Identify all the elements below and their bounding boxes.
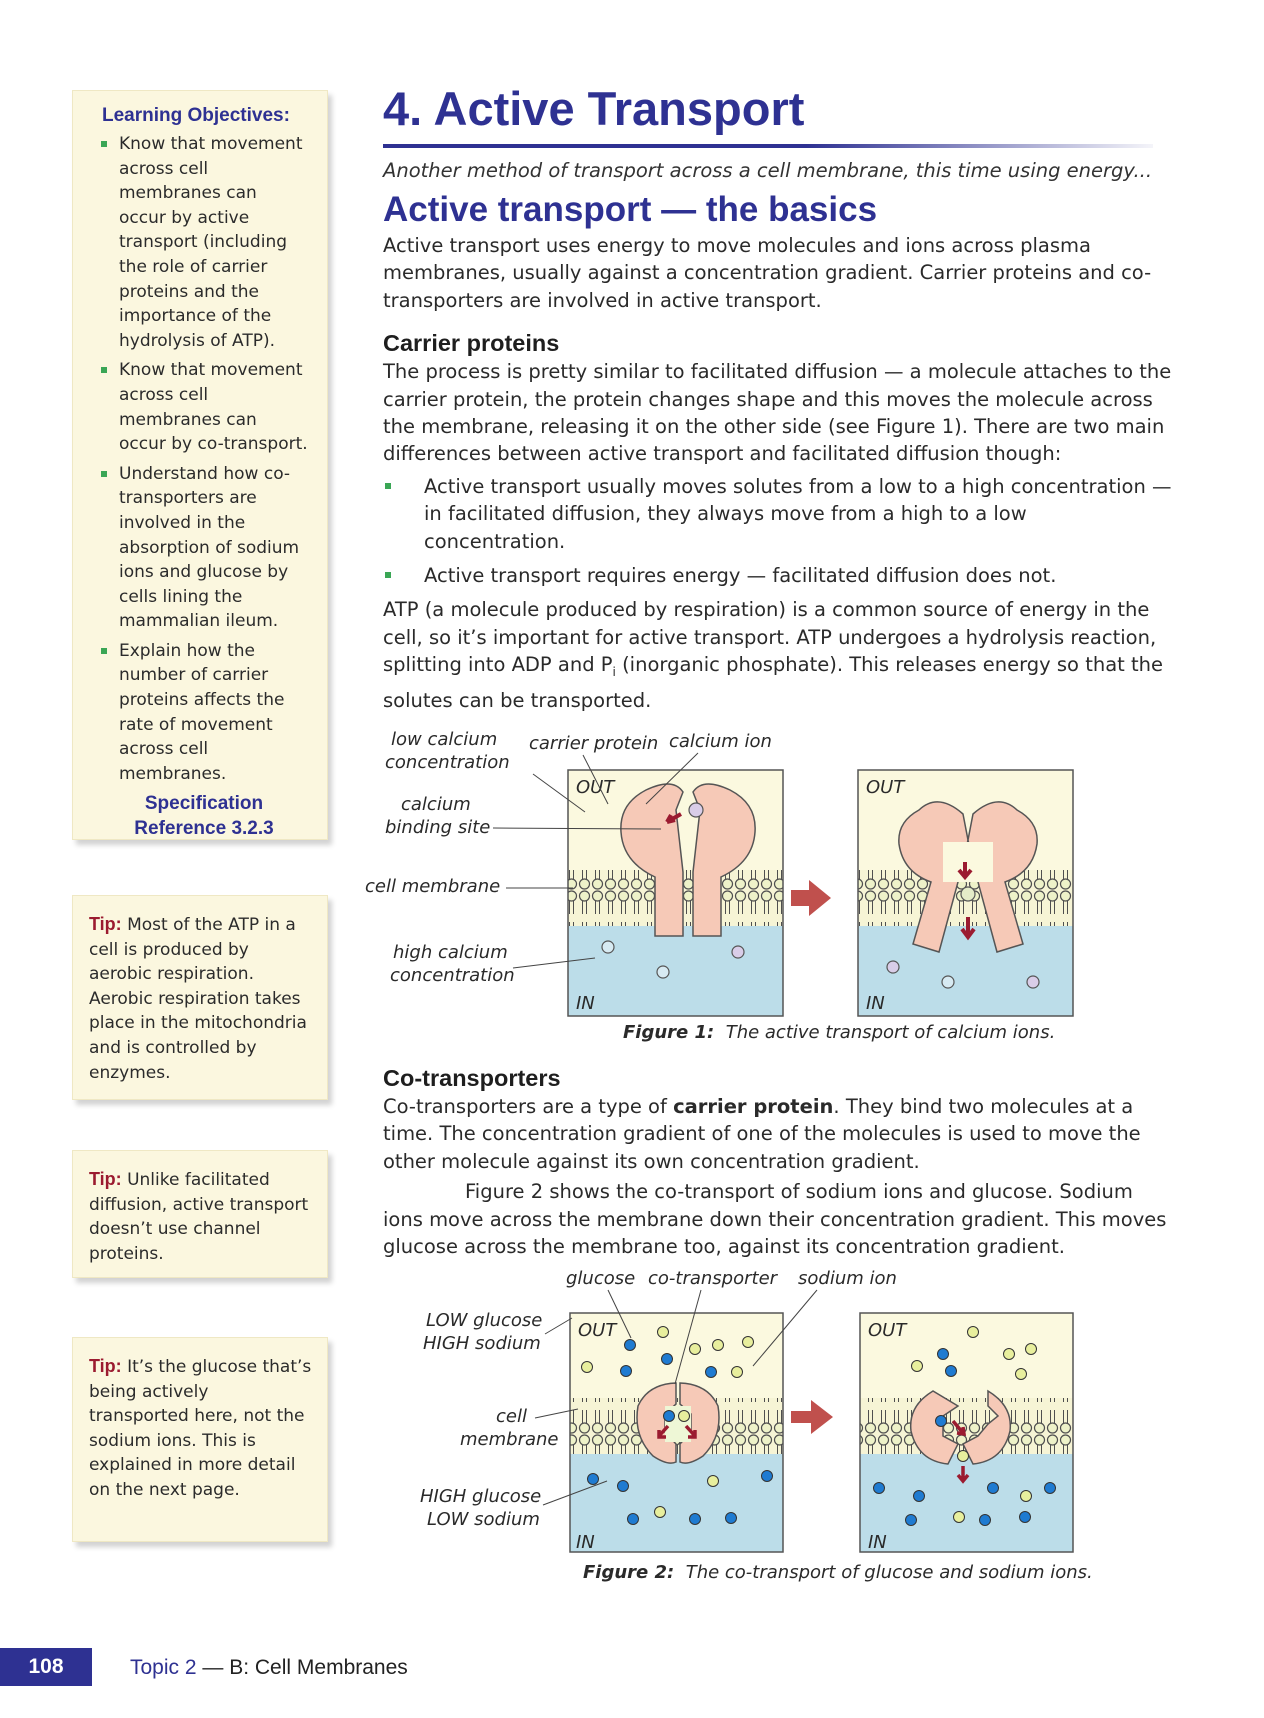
out-label: OUT — [866, 777, 905, 798]
figure-2-caption-label: Figure 2: — [583, 1562, 675, 1583]
cotrans-text-b: . They bind two molecules at a time. The concentration gradient of one of the molecules is used to move the other molecule against its own concentration gradient. — [383, 1094, 1141, 1173]
figure-2-panel-before — [570, 1313, 783, 1553]
tip-text: It’s the glucose that’s being actively transported here, not the sodium ions. This is explained in more detail on the next page. — [89, 1357, 312, 1500]
page-title: 4. Active Transport — [383, 82, 805, 135]
carrier-proteins-paragraph: The process is pretty similar to facilitated diffusion — a molecule attaches to the carrier protein, the protein changes shape and this moves the molecule across the membrane, releasing it on the other side (see Figure 1). There are two main differences between active transport and facilitated diffusion though: — [383, 360, 1172, 466]
objective-item: Understand how co-transporters are involved in the absorption of sodium ions and glucose by cells lining the mammalian ileum. — [99, 462, 309, 634]
footer-section-name: — B: Cell Membranes — [196, 1656, 408, 1679]
objective-item: Know that movement across cell membranes can occur by active transport (including the role of carrier proteins and the importance of the hydrolysis of ATP). — [99, 132, 309, 353]
tip-box-atp — [72, 895, 328, 1100]
figure-2 — [383, 1266, 1173, 1586]
atp-subscript: i — [612, 665, 616, 680]
label-high-concentration: concentration — [390, 965, 515, 986]
tip-label: Tip: — [89, 1169, 122, 1189]
co-transporters-paragraph-1 — [383, 1093, 1173, 1175]
in-label: IN — [576, 1532, 595, 1553]
atp-paragraph — [383, 596, 1173, 714]
label-low-glucose: LOW glucose — [426, 1310, 543, 1331]
label-cell: cell — [496, 1406, 527, 1427]
label-concentration: concentration — [385, 752, 510, 773]
tip-text: Unlike facilitated diffusion, active transport doesn’t use channel proteins. — [89, 1170, 309, 1264]
figure-2-caption — [583, 1562, 1093, 1583]
label-cell-membrane: cell membrane — [365, 876, 501, 897]
differences-list — [383, 473, 1173, 590]
tip-box-channel-proteins — [72, 1150, 328, 1278]
figure-2-panel-after — [860, 1313, 1073, 1553]
label-high-calcium: high calcium — [393, 942, 508, 963]
figure-1-panel-after — [858, 770, 1073, 1016]
figure-1-caption-label: Figure 1: — [623, 1022, 715, 1043]
figure-2-diagram — [383, 1266, 1173, 1566]
difference-item: Active transport requires energy — facilitated diffusion does not. — [383, 562, 1173, 589]
label-binding-site: binding site — [385, 817, 491, 838]
label-sodium-ion: sodium ion — [798, 1268, 897, 1289]
tip-label: Tip: — [89, 1356, 122, 1376]
label-carrier-protein: carrier protein — [529, 733, 659, 754]
main-content — [383, 80, 1173, 1260]
footer-topic — [130, 1656, 408, 1680]
in-label: IN — [576, 993, 595, 1014]
learning-objectives-list — [99, 132, 309, 786]
difference-item: Active transport usually moves solutes from a low to a high concentration — in facilitated diffusion, they always move from a high to a low concentration. — [383, 473, 1173, 555]
figure-1 — [365, 722, 1173, 1044]
calcium-ion — [689, 803, 703, 817]
label-calcium: calcium — [401, 794, 471, 815]
arrow-shape — [791, 880, 831, 916]
in-label: IN — [866, 993, 885, 1014]
label-low-calcium: low calcium — [391, 729, 498, 750]
objective-item: Explain how the number of carrier proteins affects the rate of movement across cell membranes. — [99, 639, 309, 787]
co-transporters-paragraph-2: Figure 2 shows the co-transport of sodium ions and glucose. Sodium ions move across the membrane down their concentration gradient. This moves glucose across the membrane too, against its concentration gradient. — [383, 1180, 1167, 1259]
spec-line-1: Specification — [144, 793, 264, 815]
specification-reference — [99, 791, 309, 841]
footer-topic-name: Topic 2 — [130, 1656, 197, 1679]
label-membrane: membrane — [460, 1429, 559, 1450]
section-heading-basics: Active transport — the basics — [383, 190, 878, 229]
out-label: OUT — [868, 1320, 907, 1341]
co-transporters-heading: Co-transporters — [383, 1064, 561, 1091]
learning-objectives-title: Learning Objectives: — [102, 105, 290, 126]
tip-label: Tip: — [89, 914, 122, 934]
figure-1-panel-before — [568, 770, 783, 1016]
learning-objectives-box — [72, 90, 328, 840]
atp-text-a: ATP (a molecule produced by respiration) is a common source of energy in the cell, so it’s important for active transport. ATP undergoes a hydrolysis reaction, splitting into ADP and P — [383, 598, 1157, 677]
figure-1-diagram — [365, 722, 1173, 1022]
atp-text-b: (inorganic phosphate). This releases energy so that the solutes can be transported. — [383, 653, 1163, 712]
carrier-proteins-heading: Carrier proteins — [383, 330, 560, 357]
cotrans-bold: carrier protein — [673, 1094, 834, 1118]
in-label: IN — [868, 1532, 887, 1553]
figure-2-caption-text: The co-transport of glucose and sodium ions. — [685, 1562, 1093, 1583]
out-label: OUT — [578, 1320, 617, 1341]
intro-paragraph: Active transport uses energy to move molecules and ions across plasma membranes, usually against a concentration gradient. Carrier proteins and co-transporters are involved in active transport. — [383, 234, 1152, 312]
page-number: 108 — [0, 1648, 92, 1686]
label-co-transporter: co-transporter — [648, 1268, 778, 1289]
arrow-shape — [791, 1400, 833, 1434]
cotrans-text-a: Co-transporters are a type of — [383, 1094, 674, 1118]
title-rule — [383, 144, 1153, 148]
figure-1-caption — [623, 1022, 1055, 1043]
tip-text: Most of the ATP in a cell is produced by aerobic respiration. Aerobic respiration takes place in the mitochondria and is controlled by enzymes. — [89, 915, 307, 1083]
label-low-sodium: LOW sodium — [427, 1509, 540, 1530]
label-high-glucose: HIGH glucose — [420, 1486, 542, 1507]
tip-box-glucose — [72, 1337, 328, 1542]
spec-line-2: Reference 3.2.3 — [134, 818, 274, 840]
page-subtitle: Another method of transport across a cell membrane, this time using energy... — [383, 159, 1153, 182]
label-glucose: glucose — [566, 1268, 636, 1289]
label-high-sodium: HIGH sodium — [423, 1333, 541, 1354]
label-calcium-ion: calcium ion — [669, 731, 772, 752]
objective-item: Know that movement across cell membranes can occur by co-transport. — [99, 358, 309, 456]
out-label: OUT — [576, 777, 615, 798]
figure-1-caption-text: The active transport of calcium ions. — [725, 1022, 1056, 1043]
